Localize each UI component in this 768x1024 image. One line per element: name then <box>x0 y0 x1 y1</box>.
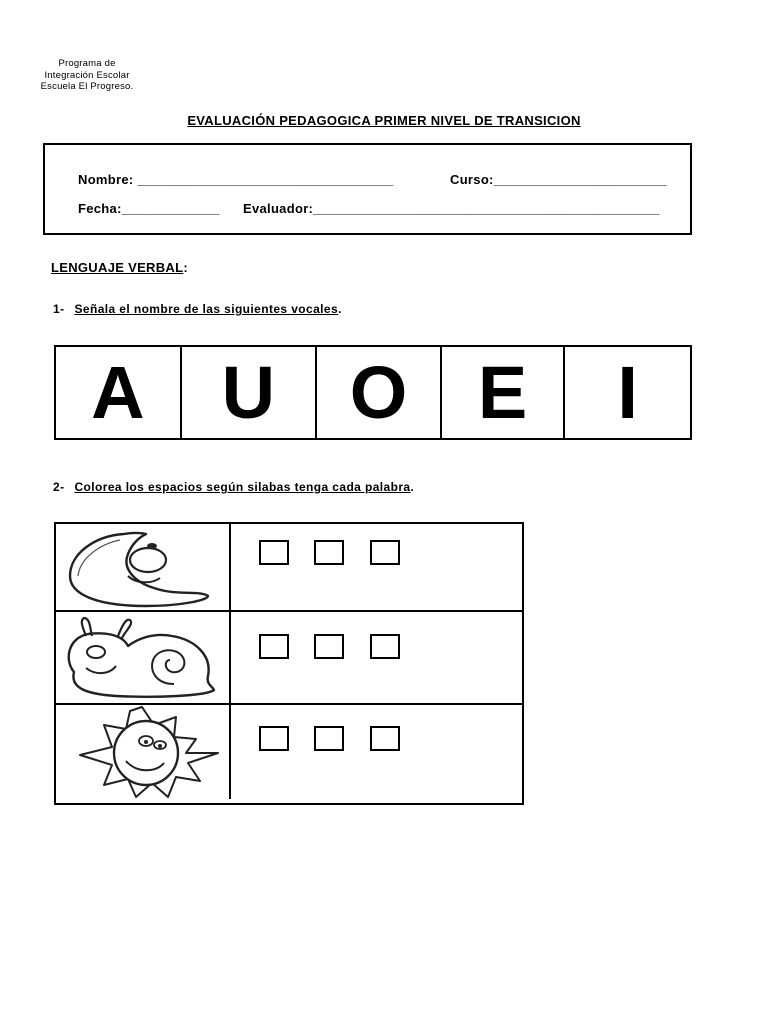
question-2-number: 2- <box>53 480 65 494</box>
name-field[interactable]: Nombre: __________________________________ <box>78 172 394 187</box>
question-2-end: . <box>410 480 415 494</box>
section-heading <box>51 260 188 275</box>
question-1 <box>53 302 342 316</box>
school-line-2: Integración Escolar <box>44 69 130 81</box>
course-field[interactable]: Curso:_______________________ <box>450 172 667 187</box>
syllable-box[interactable] <box>314 540 344 565</box>
section-title: LENGUAJE VERBAL <box>51 260 184 275</box>
syllable-table <box>54 522 524 805</box>
vowel-cell-i[interactable]: I <box>617 350 638 434</box>
syllable-box[interactable] <box>259 634 289 659</box>
syllable-box[interactable] <box>314 726 344 751</box>
student-info-box <box>43 143 692 235</box>
vowels-table <box>54 345 692 440</box>
date-field[interactable]: Fecha:_____________ <box>78 201 220 216</box>
school-header <box>26 58 148 93</box>
syllable-row-moon <box>56 524 522 612</box>
syllable-box[interactable] <box>370 726 400 751</box>
document-title: EVALUACIÓN PEDAGOGICA PRIMER NIVEL DE TRANSICION <box>187 113 581 128</box>
syllable-box[interactable] <box>259 540 289 565</box>
school-line-1: Programa de <box>58 58 116 69</box>
evaluator-field[interactable]: Evaluador:______________________________________________ <box>243 201 660 216</box>
syllable-box[interactable] <box>370 634 400 659</box>
school-line-3: Escuela El Progreso. <box>40 81 134 92</box>
section-colon: : <box>183 260 188 275</box>
snail-icon <box>56 612 231 703</box>
sun-icon <box>56 705 231 799</box>
vowel-cell-a[interactable]: A <box>56 347 182 438</box>
question-2 <box>53 480 414 494</box>
syllable-row-sun <box>56 705 522 799</box>
syllable-row-snail <box>56 612 522 705</box>
question-2-text: Colorea los espacios según silabas tenga cada palabra <box>74 480 411 494</box>
syllable-box[interactable] <box>314 634 344 659</box>
question-1-end: . <box>338 302 342 316</box>
question-1-number: 1- <box>53 302 65 316</box>
question-1-text: Señala el nombre de las siguientes vocales <box>74 302 339 316</box>
moon-icon <box>56 524 231 610</box>
vowel-cell-o[interactable]: O <box>317 347 442 438</box>
vowel-cell-u[interactable]: U <box>182 347 318 438</box>
vowel-cell-e[interactable]: E <box>442 347 566 438</box>
syllable-box[interactable] <box>370 540 400 565</box>
syllable-box[interactable] <box>259 726 289 751</box>
